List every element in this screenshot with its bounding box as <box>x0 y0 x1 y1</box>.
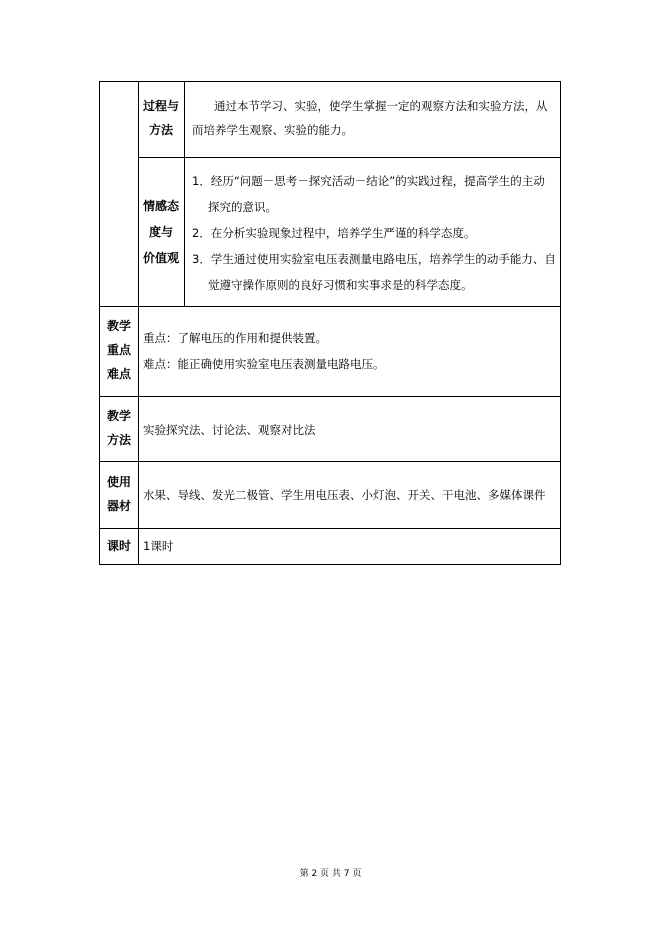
list-item: 2．在分析实验现象过程中，培养学生严谨的科学态度。 <box>192 226 476 240</box>
row-divider <box>100 528 561 529</box>
row-divider <box>100 306 561 307</box>
key-points-label: 教学 重点 难点 <box>106 319 131 381</box>
list-item: 3．学生通过使用实验室电压表测量电路电压，培养学生的动手能力、自 <box>192 252 556 266</box>
column-divider <box>138 306 139 565</box>
class-hours-text: 1课时 <box>143 539 174 553</box>
key-points-text: 重点：了解电压的作用和提供装置。 难点：能正确使用实验室电压表测量电路电压。 <box>143 331 385 371</box>
process-method-text: 通过本节学习、实验，使学生掌握一定的观察方法和实验方法，从 而培养学生观察、实验的能力。 <box>192 99 548 137</box>
list-item: 1．经历“问题－思考－探究活动－结论”的实践过程，提高学生的主动 <box>192 174 545 188</box>
emotion-values-label: 情感态 度与 价值观 <box>142 199 179 265</box>
equipment-text: 水果、导线、发光二极管、学生用电压表、小灯泡、开关、干电池、多媒体课件 <box>143 488 546 502</box>
emotion-values-text: 1．经历“问题－思考－探究活动－结论”的实践过程，提高学生的主动 探究的意识。 2．在分析实验现象过程中，培养学生严谨的科学态度。 3．学生通过使用实验室电压表测量电路电压，培养学生的动手能力、自 觉遵守操作原则的良好习惯和实事求是的科学态度。 <box>192 168 556 298</box>
row-divider <box>100 461 561 462</box>
teaching-method-label: 教学 方法 <box>106 409 131 447</box>
column-divider <box>184 82 185 306</box>
process-method-label: 过程与 方法 <box>142 99 179 137</box>
row-divider <box>138 157 561 158</box>
class-hours-label: 课时 <box>106 539 131 553</box>
equipment-label: 使用 器材 <box>106 475 131 513</box>
lesson-plan-table <box>99 81 561 565</box>
row-divider <box>100 396 561 397</box>
page-number-footer: 第 2 页 共 7 页 <box>299 869 362 879</box>
teaching-method-text: 实验探究法、讨论法、观察对比法 <box>143 423 316 437</box>
